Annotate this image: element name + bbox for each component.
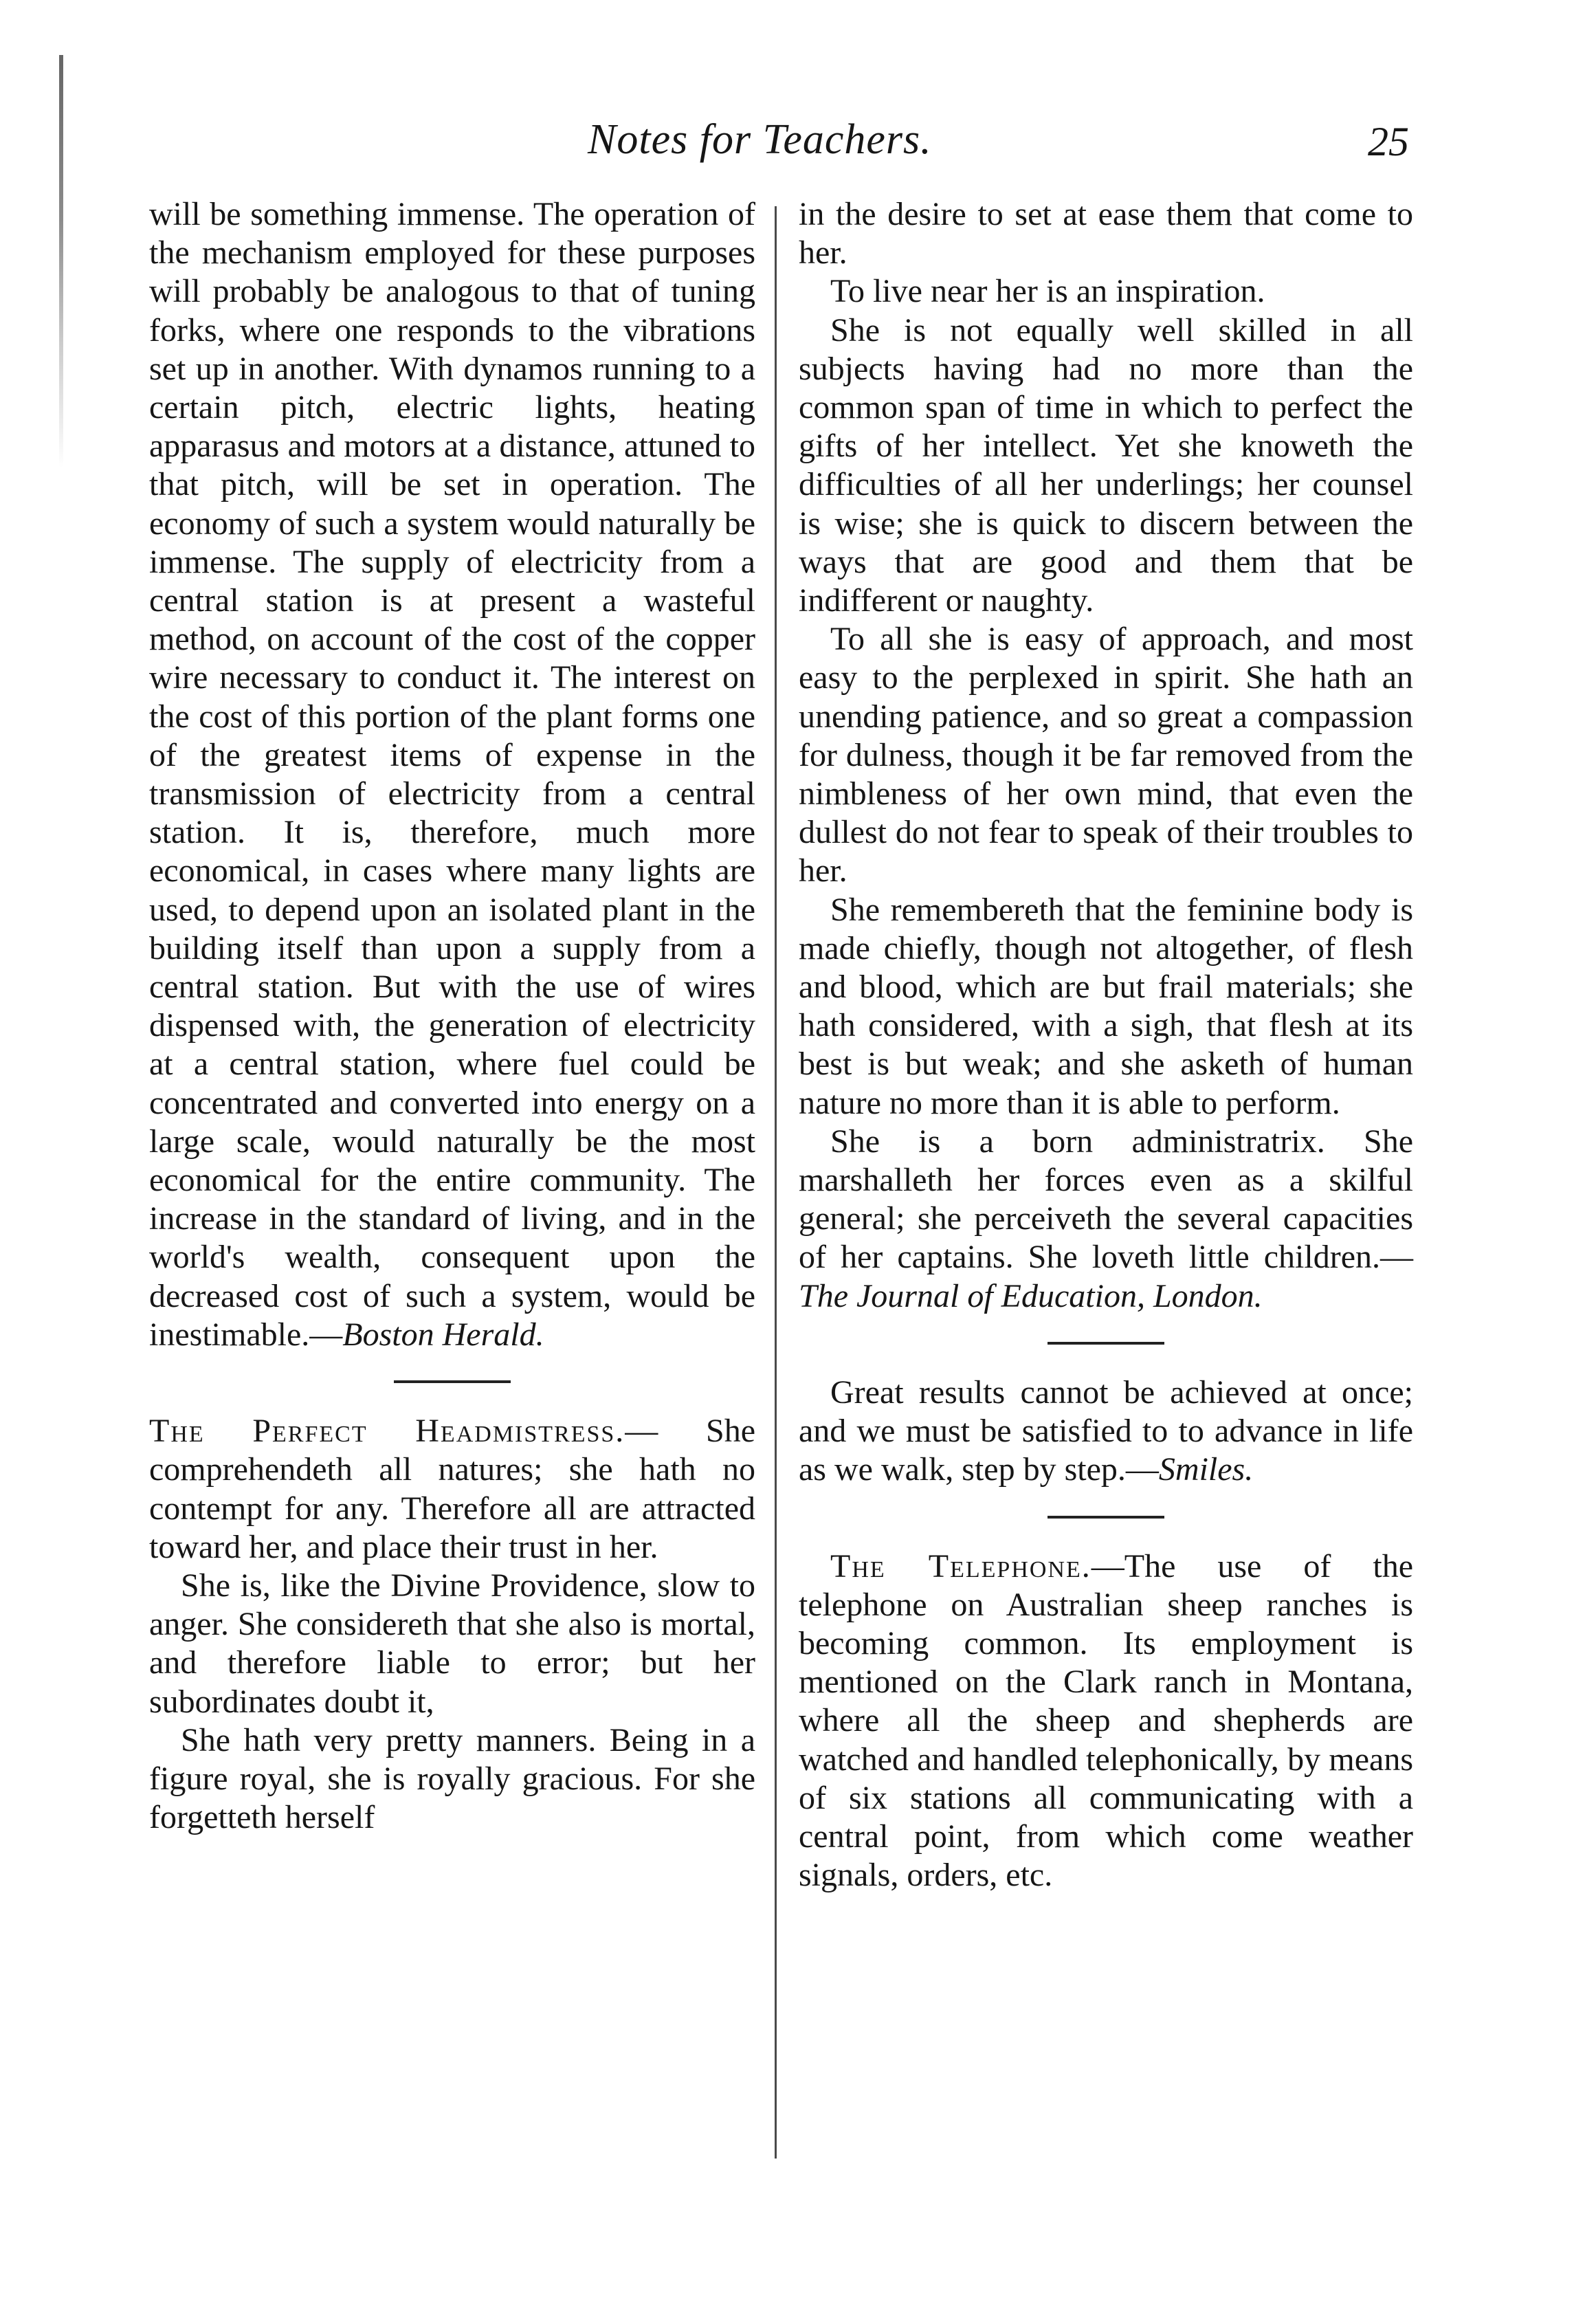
headmistress-p6: She is not equally well skilled in all subjects having had no more than the common span of time in which to perfect the gifts of her intellect. Yet she knoweth the difficulties of all her underlings; her counsel is wise; she is quick to discern between the ways that are good and them that be indifferent or naughty. — [799, 311, 1413, 619]
headmistress-p8: She remembereth that the feminine body is made chiefly, though not altogether, of flesh and blood, which are but frail materials; she hath considered, with a sigh, that flesh at its best is but weak; and she asketh of human nature no more than it is able to perform. — [799, 891, 1413, 1121]
headmistress-p1: She comprehendeth all natures; she hath no contempt for any. Therefore all are attracted toward her, and place their trust in her. — [149, 1413, 755, 1565]
left-column — [149, 195, 755, 1837]
telephone-body: —The use of the telephone on Australian sheep ranches is becoming common. Its employment is mentioned on the Clark ranch in Montana, where all the sheep and shepherds are watched and handled telephonically, by means of six stations all communicating with a central point, from which come weather signals, orders, etc. — [799, 1547, 1413, 1894]
headmistress-p5: To live near her is an inspiration. — [830, 273, 1265, 310]
electricity-body: will be something immense. The operation of the mechanism employed for these purposes will probably be analogous to that of tuning forks, where one responds to the vibrations set up in another. With dynamos running to a certain pitch, electric lights, heating apparasus and motors at a distance, attuned to that pitch, will be set in operation. The economy of such a system would naturally be immense. The supply of electricity from a central station is at present a wasteful method, on account of the cost of the copper wire necessary to conduct it. The interest on the cost of this portion of the plant forms one of the greatest items of expense in the transmission of electricity from a central station. It is, therefore, much more economical, in cases where many lights are used, to depend upon an isolated plant in the building itself than upon a supply from a central station. But with the use of wires dispensed with, the generation of electricity at a central station, where fuel could be concentrated and converted into energy on a large scale, would naturally be the most economical for the entire community. The increase in the standard of living, and in the world's wealth, consequent upon the decreased cost of such a system, would be inestimable.— — [149, 196, 755, 1353]
right-column — [799, 195, 1413, 1895]
section-separator — [1048, 1342, 1164, 1345]
article-electricity-text — [149, 195, 755, 1354]
headmistress-p4: in the desire to set at ease them that come to her. — [799, 196, 1413, 272]
section-separator — [1048, 1516, 1164, 1519]
electricity-source: Boston Herald. — [342, 1316, 544, 1353]
running-title: Notes for Teachers. — [588, 116, 932, 163]
article-headmistress-intro — [149, 1412, 755, 1567]
headmistress-p9-body: She is a born administratrix. She marshalleth her forces even as a skilful general; she perceiveth the several capacities of her captains. She loveth little children.— — [799, 1123, 1413, 1276]
article-telephone — [799, 1547, 1413, 1895]
headmistress-source: The Journal of Education, London. — [799, 1277, 1263, 1314]
headmistress-p9 — [799, 1123, 1413, 1316]
headmistress-p7: To all she is easy of approach, and most easy to the perplexed in spirit. She hath an unending patience, and so great a compassion for dulness, though it be far removed from the nimbleness of her own mind, that even the dullest do not fear to speak of their troubles to her. — [799, 621, 1413, 890]
headmistress-p3: She hath very pretty manners. Being in a figure royal, she is royally gracious. For she forgetteth herself — [149, 1721, 755, 1836]
telephone-title: The Telephone. — [830, 1547, 1091, 1585]
headmistress-title: The Perfect Headmistress.— — [149, 1413, 660, 1450]
page-number: 25 — [1368, 119, 1409, 164]
quote-smiles — [799, 1373, 1413, 1490]
quote-smiles-body: Great results cannot be achieved at once; and we must be satisfied to to advance in life as we walk, step by step.— — [799, 1373, 1413, 1488]
quote-smiles-source: Smiles. — [1158, 1451, 1254, 1488]
headmistress-p2: She is, like the Divine Providence, slow to anger. She considereth that she also is mortal, and therefore liable to error; but her subordinates doubt it, — [149, 1567, 755, 1720]
page-header — [0, 115, 1596, 177]
section-separator — [394, 1380, 511, 1383]
column-divider — [775, 206, 777, 2159]
